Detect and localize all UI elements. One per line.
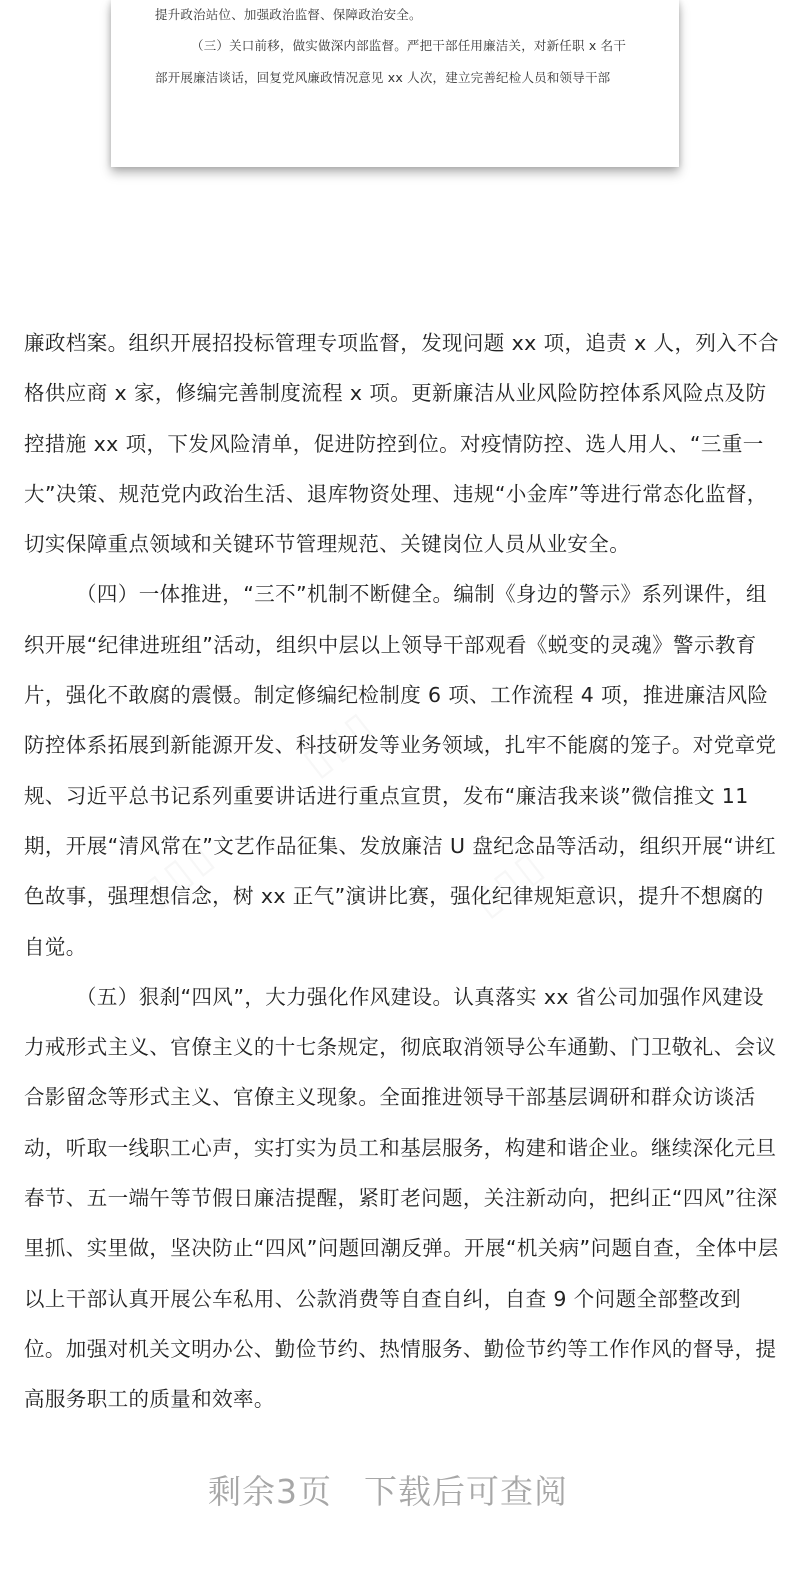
watermark: ▯▯▯ [464,840,554,926]
paragraph-continuation: 廉政档案。组织开展招投标管理专项监督，发现问题 xx 项，追责 x 人，列入不合格供应商 x 家，修编完善制度流程 x 项。更新廉洁从业风险防控体系风险点及防控措施 xx 项，下发风险清单，促进防控到位。对疫情防控、选人用人、“三重一大”决策、规范党内政治生活、退库物资处理、违规“小金库”等进行常态化监督，切实保障重点领域和关键环节管理规范、关键岗位人员从业安全。 [24,331,779,557]
remaining-pages-text: 剩余3页 [208,1472,332,1511]
watermark: ▯▯▯ [134,830,224,916]
document-body [24,318,780,1425]
paragraph-section-4: （四）一体推进，“三不”机制不断健全。编制《身边的警示》系列课件，组织开展“纪律进班组”活动，组织中层以上领导干部观看《蜕变的灵魂》警示教育片，强化不敢腐的震慑。制定修编纪检制度 6 项、工作流程 4 项，推进廉洁风险防控体系拓展到新能源开发、科技研发等业务领域，扎牢不能腐的笼子。对党章党规、习近平总书记系列重要讲话进行重点宣贯，发布“廉洁我来谈”微信推文 11 期，开展“清风常在”文艺作品征集、发放廉洁 U 盘纪念品等活动，组织开展“讲红色故事，强理想信念，树 xx 正气”演讲比赛，强化纪律规矩意识，提升不想腐的自觉。 [24,582,777,959]
page-preview-card [111,0,679,167]
download-prompt[interactable] [0,1466,776,1513]
paragraph-section-5: （五）狠刹“四风”，大力强化作风建设。认真落实 xx 省公司加强作风建设力戒形式主义、官僚主义的十七条规定，彻底取消领导公车通勤、门卫敬礼、会议合影留念等形式主义、官僚主义现象。全面推进领导干部基层调研和群众访谈活动，听取一线职工心声，实打实为员工和基层服务，构建和谐企业。继续深化元旦春节、五一端午等节假日廉洁提醒，紧盯老问题，关注新动向，把纠正“四风”往深里抓、实里做，坚决防止“四风”问题回潮反弹。开展“机关病”问题自查，全体中层以上干部认真开展公车私用、公款消费等自查自纠，自查 9 个问题全部整改到位。加强对机关文明办公、勤俭节约、热情服务、勤俭节约等工作作风的督导，提高服务职工的质量和效率。 [24,984,779,1412]
preview-line-1: 提升政治站位、加强政治监督、保障政治安全。 [155,7,422,22]
download-to-view-text: 下载后可查阅 [364,1472,568,1511]
watermark: ▯▯▯ [294,700,384,786]
preview-line-3: 部开展廉洁谈话，回复党风廉政情况意见 xx 人次，建立完善纪检人员和领导干部 [155,70,611,85]
preview-line-2: （三）关口前移，做实做深内部监督。严把干部任用廉洁关，对新任职 x 名干 [191,38,627,53]
